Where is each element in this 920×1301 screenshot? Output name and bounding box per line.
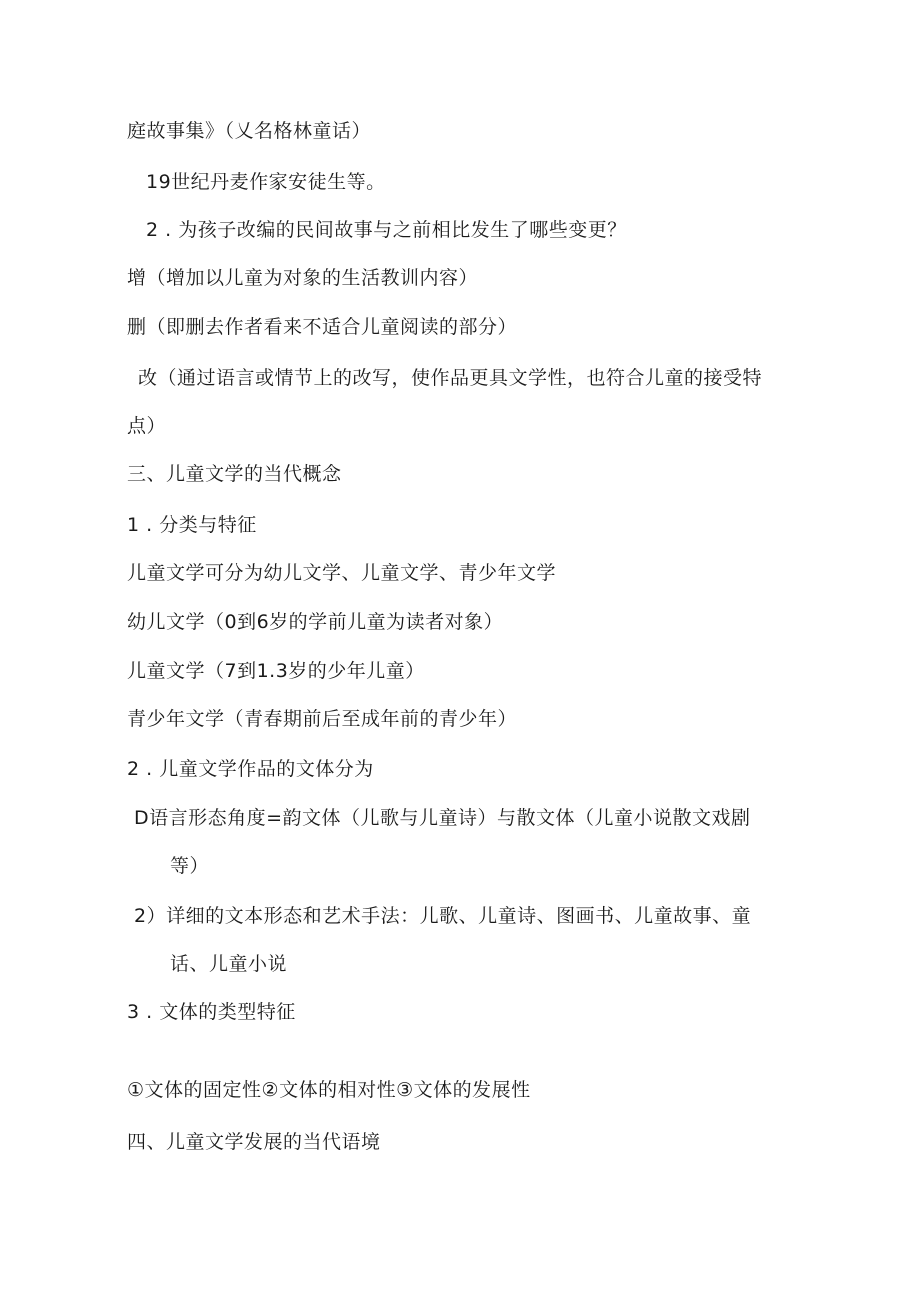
text-line: ①文体的固定性②文体的相对性③文体的发展性 [127,1079,531,1101]
text-line: 删（即删去作者看来不适合儿童阅读的部分） [127,316,518,338]
subsection-heading: 3 . 文体的类型特征 [127,1001,296,1023]
text-line: 增（增加以儿童为对象的生活教训内容） [127,267,479,289]
subsection-heading: 2 . 儿童文学作品的文体分为 [127,758,374,780]
text-line: 话、儿童小说 [170,953,288,975]
section-heading: 三、儿童文学的当代概念 [127,463,342,485]
text-line: 青少年文学（青春期前后至成年前的青少年） [127,708,518,730]
text-line: 儿童文学（7到1.3岁的少年儿童） [127,660,425,682]
text-line: 等） [170,855,210,877]
text-line: D语言形态角度=韵文体（儿歌与儿童诗）与散文体（儿童小说散文戏剧 [134,807,751,829]
text-line: 幼儿文学（0到6岁的学前儿童为读者对象） [127,611,504,633]
text-line: 2 . 为孩子改编的民间故事与之前相比发生了哪些变更？ [146,219,627,241]
subsection-heading: 1 . 分类与特征 [127,514,257,536]
text-line: 2）详细的文本形态和艺术手法：儿歌、儿童诗、图画书、儿童故事、童 [134,905,752,927]
text-line: 点） [127,415,167,437]
text-line: 儿童文学可分为幼儿文学、儿童文学、青少年文学 [127,562,557,584]
text-line: 庭故事集》（乂名格林童话） [127,120,372,142]
text-line: 改（通过语言或情节上的改写，使作品更具文学性，也符合儿童的接受特 [138,367,763,389]
text-line: 19世纪丹麦作家安徒生等。 [146,171,386,193]
section-heading: 四、儿童文学发展的当代语境 [127,1131,381,1153]
